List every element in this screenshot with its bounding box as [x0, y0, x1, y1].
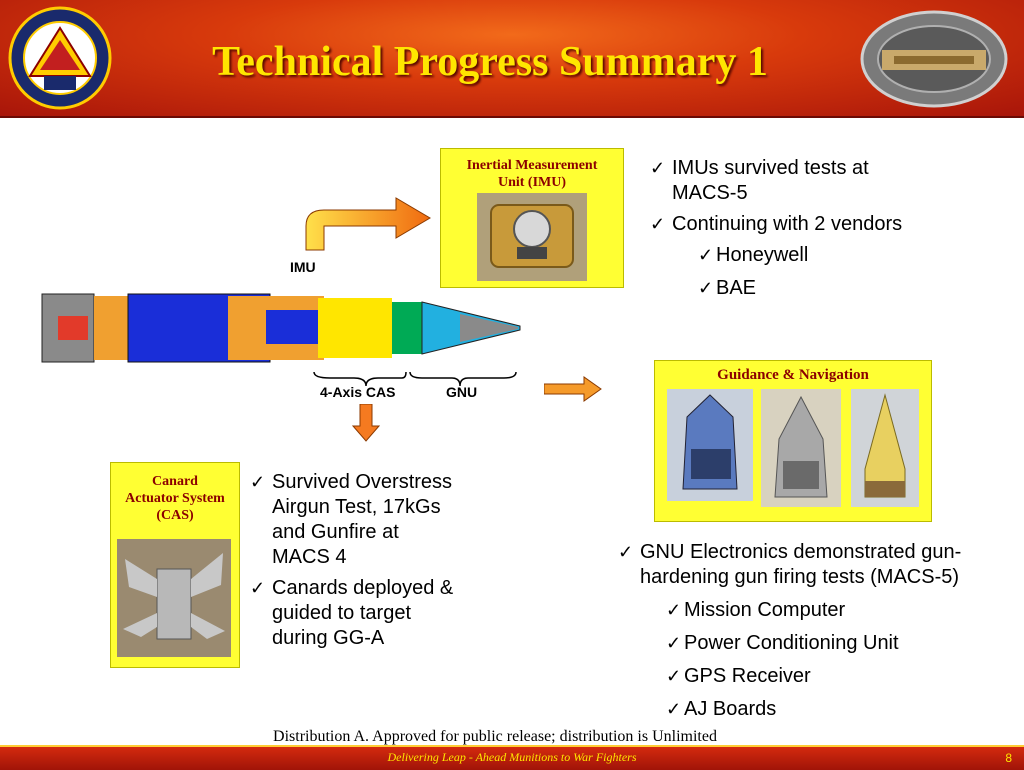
imu-sub-1: ✓ Honeywell: [698, 244, 809, 266]
cas-photo: [117, 539, 231, 657]
cas-item-1: ✓ Survived Overstress Airgun Test, 17kGs and Gunfire at MACS 4: [250, 471, 453, 568]
cas-label: 4-Axis CAS: [320, 384, 396, 400]
check-icon: ✓: [666, 666, 682, 686]
diagram-braces: [310, 370, 530, 388]
imu-box-title-line2: Unit (IMU): [497, 175, 567, 190]
cas-item-2: ✓ Canards deployed & guided to target during GG-A: [250, 577, 454, 649]
header-banner: [0, 0, 1024, 118]
check-icon: ✓: [666, 633, 682, 653]
imu-item-1: ✓ IMUs survived tests at MACS-5: [650, 157, 869, 204]
gn-photo-board: [667, 389, 753, 501]
footer-tagline: Delivering Leap - Ahead Munitions to War Fighters: [387, 750, 637, 764]
page-title: Technical Progress Summary 1: [212, 39, 768, 85]
check-icon: ✓: [698, 278, 714, 298]
gn-sub-1: ✓ Mission Computer: [666, 599, 846, 621]
gn-box-title: Guidance & Navigation: [717, 367, 869, 383]
gn-sub-4: ✓ AJ Boards: [666, 698, 777, 720]
gn-checklist: [618, 540, 1018, 722]
imu-photo: [477, 193, 587, 281]
arrow-to-cas-icon: [352, 404, 380, 442]
check-icon: ✓: [650, 214, 666, 234]
imu-sub-2: ✓ BAE: [698, 277, 757, 299]
imu-box-title-line1: Inertial Measurement: [466, 158, 598, 173]
guidance-navigation-box: [654, 360, 932, 522]
cas-box-title-line2: Actuator System: [125, 491, 225, 506]
check-icon: ✓: [666, 600, 682, 620]
arrow-to-gn-icon: [544, 376, 602, 402]
distribution-statement: Distribution A. Approved for public release; distribution is Unlimited: [273, 728, 717, 745]
cas-box-title-line3: (CAS): [156, 508, 194, 523]
check-icon: ✓: [250, 578, 266, 598]
check-icon: ✓: [666, 699, 682, 719]
check-icon: ✓: [650, 158, 666, 178]
cas-box-title-line1: Canard: [152, 474, 198, 489]
check-icon: ✓: [618, 542, 634, 562]
arrow-to-imu-icon: [300, 196, 434, 252]
imu-checklist: [650, 156, 950, 301]
cas-box: [110, 462, 240, 668]
excalibur-logo: [860, 10, 1008, 108]
check-icon: ✓: [250, 472, 266, 492]
gn-item-1: ✓ GNU Electronics demonstrated gun- hardening gun firing tests (MACS-5): [618, 541, 962, 588]
cas-checklist: [250, 470, 490, 651]
gnu-label: GNU: [446, 384, 478, 400]
imu-item-2: ✓ Continuing with 2 vendors: [650, 213, 903, 235]
gn-sub-2: ✓ Power Conditioning Unit: [666, 632, 899, 654]
imu-label: IMU: [290, 259, 316, 275]
footer-bar: [0, 745, 1024, 770]
page-number: 8: [1005, 751, 1012, 765]
gn-photo-housing: [761, 389, 841, 507]
imu-box: [440, 148, 624, 288]
projectile-diagram: [40, 286, 530, 370]
gn-sub-3: ✓ GPS Receiver: [666, 665, 811, 687]
gn-photo-nose: [851, 389, 919, 507]
check-icon: ✓: [698, 245, 714, 265]
